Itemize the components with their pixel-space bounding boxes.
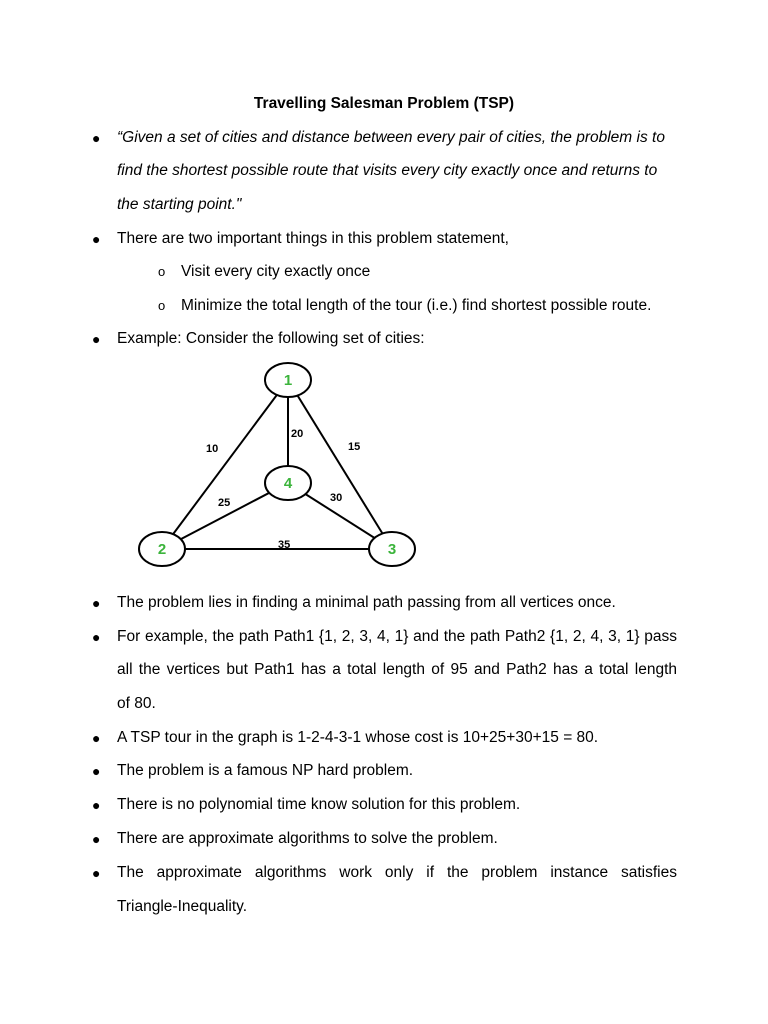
bullet-dot: ● bbox=[92, 629, 101, 645]
edge-weight-label: 30 bbox=[330, 492, 343, 504]
minimal-path-text: The problem lies in finding a minimal path passing from all vertices once. bbox=[117, 594, 616, 611]
edge-1-2 bbox=[162, 380, 291, 551]
sub-bullet-circle: o bbox=[158, 264, 166, 279]
city-graph-figure bbox=[136, 360, 426, 570]
city-graph-svg bbox=[136, 360, 426, 570]
city-node-label: 4 bbox=[283, 475, 293, 492]
bullet-dot: ● bbox=[92, 797, 101, 813]
bullet-dot: ● bbox=[92, 730, 101, 746]
edge-weight-label: 20 bbox=[291, 428, 304, 440]
bullet-dot: ● bbox=[92, 763, 101, 779]
page-title: Travelling Salesman Problem (TSP) bbox=[253, 95, 515, 112]
bullet-dot: ● bbox=[92, 130, 101, 146]
approx-work-line-2: Triangle-Inequality. bbox=[117, 898, 248, 915]
bullet-dot: ● bbox=[92, 331, 101, 347]
sub-item-minimize: Minimize the total length of the tour (i.e.) find shortest possible route. bbox=[181, 297, 652, 314]
city-node-label: 2 bbox=[157, 541, 167, 558]
quote-line-3: the starting point." bbox=[117, 196, 242, 213]
edge-weight-label: 35 bbox=[278, 539, 291, 551]
sub-item-visit-once: Visit every city exactly once bbox=[181, 263, 371, 280]
edge-weight-label: 25 bbox=[218, 497, 231, 509]
bullet-dot: ● bbox=[92, 865, 101, 881]
tsp-tour-text: A TSP tour in the graph is 1-2-4-3-1 whose cost is 10+25+30+15 = 80. bbox=[117, 729, 599, 746]
for-example-line-3: of 80. bbox=[117, 695, 156, 712]
for-example-line-1: For example, the path Path1 {1, 2, 3, 4, 1} and the path Path2 {1, 2, 4, 3, 1} pass bbox=[117, 628, 677, 645]
edge-weight-label: 10 bbox=[206, 443, 219, 455]
approx-work-line-1: The approximate algorithms work only if the problem instance satisfies bbox=[117, 864, 677, 881]
no-polynomial-text: There is no polynomial time know solution for this problem. bbox=[117, 796, 521, 813]
approximate-algorithms-text: There are approximate algorithms to solve the problem. bbox=[117, 830, 498, 847]
quote-line-2: find the shortest possible route that visits every city exactly once and returns to bbox=[117, 162, 658, 179]
sub-bullet-circle: o bbox=[158, 298, 166, 313]
bullet-dot: ● bbox=[92, 231, 101, 247]
edge-1-3 bbox=[288, 380, 392, 549]
bullet-dot: ● bbox=[92, 831, 101, 847]
city-node-label: 3 bbox=[387, 541, 397, 558]
bullet-dot: ● bbox=[92, 595, 101, 611]
for-example-line-2: all the vertices but Path1 has a total length of 95 and Path2 has a total length bbox=[117, 661, 677, 678]
example-text: Example: Consider the following set of cities: bbox=[117, 330, 425, 347]
quote-line-1: “Given a set of cities and distance between every pair of cities, the problem is to bbox=[117, 129, 665, 146]
important-things-text: There are two important things in this problem statement, bbox=[117, 230, 509, 247]
edge-weight-label: 15 bbox=[348, 441, 361, 453]
city-node-label: 1 bbox=[283, 372, 293, 389]
np-hard-text: The problem is a famous NP hard problem. bbox=[117, 762, 414, 779]
